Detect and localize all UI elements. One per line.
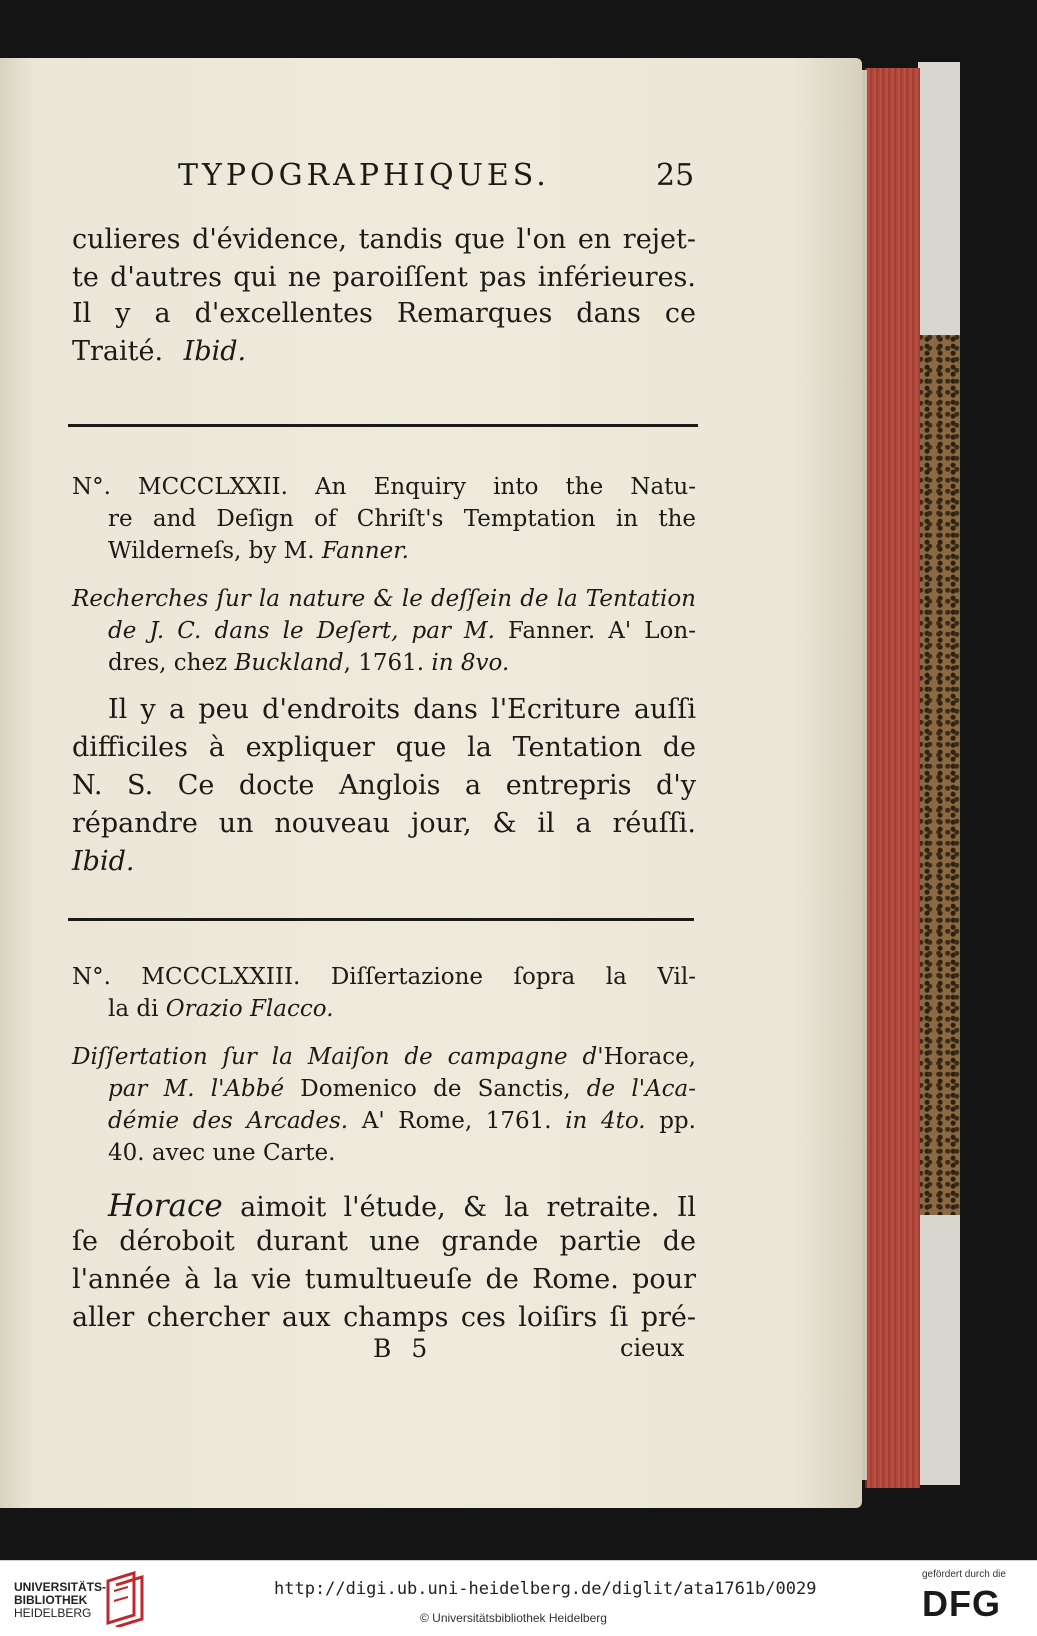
text-line: difficiles à expliquer que la Tentation de bbox=[72, 732, 696, 763]
text-line: aller chercher aux champs ces loiſirs ſi pré- bbox=[72, 1302, 696, 1333]
marbled-cover-board bbox=[918, 335, 960, 1215]
text-line bbox=[108, 1076, 696, 1102]
text-line: Il y a d'excellentes Remarques dans ce bbox=[72, 298, 696, 329]
cover-board-top bbox=[918, 62, 960, 337]
text-line: Recherches ſur la nature & le deſſein de la Tentation bbox=[72, 586, 696, 612]
text-span: Wilderneſs, by M. bbox=[108, 538, 315, 564]
library-name-line: UNIVERSITÄTS- bbox=[14, 1580, 107, 1594]
text-line: l'année à la vie tumultueuſe de Rome. pour bbox=[72, 1264, 696, 1295]
publisher-name: Buckland bbox=[234, 650, 344, 676]
permalink-url[interactable]: http://digi.ub.uni-heidelberg.de/diglit/ata1761b/0029 bbox=[274, 1579, 817, 1599]
text-line: ſe déroboit durant une grande partie de bbox=[72, 1226, 696, 1257]
copyright-notice: © Universitätsbibliothek Heidelberg bbox=[420, 1611, 607, 1625]
cover-board-bottom bbox=[918, 1215, 960, 1485]
text-span: Fanner. A' Lon- bbox=[494, 618, 696, 644]
text-line bbox=[108, 650, 732, 676]
catchword: cieux bbox=[620, 1334, 685, 1362]
ibid-reference: Ibid. bbox=[183, 336, 247, 367]
text-span: A' Rome, 1761. bbox=[348, 1108, 566, 1134]
text-span: Domenico de Sanctis, bbox=[300, 1076, 587, 1102]
entry-number: N°. MCCCLXXII. bbox=[72, 474, 288, 500]
text-line: 40. avec une Carte. bbox=[108, 1140, 336, 1166]
library-name-line: BIBLIOTHEK bbox=[14, 1593, 88, 1607]
text-line bbox=[108, 538, 732, 564]
text-span: la di bbox=[108, 996, 166, 1022]
library-logo-icon bbox=[104, 1571, 146, 1627]
author-name: Fanner. bbox=[321, 538, 409, 564]
text-span: Horace bbox=[108, 1188, 223, 1224]
page-number: 25 bbox=[656, 158, 695, 193]
text-line bbox=[72, 336, 696, 367]
text-line: te d'autres qui ne paroiſſent pas inférieures. bbox=[72, 262, 696, 293]
signature-mark: B 5 bbox=[373, 1334, 434, 1363]
ibid-reference: Ibid. bbox=[72, 846, 135, 877]
text-span: de J. C. dans le Deſert, par M. bbox=[108, 618, 495, 644]
text-line: Il y a peu d'endroits dans l'Ecriture auſſi bbox=[108, 694, 696, 725]
text-span: An Enquiry into the Natu- bbox=[315, 474, 696, 500]
format-label: in 4to. bbox=[565, 1108, 646, 1134]
text-line bbox=[108, 1188, 696, 1224]
entry-heading-line bbox=[72, 964, 696, 990]
text-line: répandre un nouveau jour, & il a réuſſi. bbox=[72, 808, 696, 839]
text-line bbox=[72, 1044, 696, 1070]
funder-caption: gefördert durch die bbox=[922, 1569, 1006, 1580]
text-span: démie des Arcades. bbox=[108, 1108, 349, 1134]
entry-heading-line bbox=[72, 474, 696, 500]
text-line bbox=[108, 618, 696, 644]
text-span: Diſſertation ſur la Maiſon de campagne d' bbox=[72, 1044, 604, 1070]
text-span: Diſſertazione ſopra la Vil- bbox=[330, 964, 697, 990]
library-name-line: HEIDELBERG bbox=[14, 1606, 92, 1620]
section-rule bbox=[68, 918, 694, 921]
viewer-footer bbox=[0, 1560, 1037, 1636]
text-span: Horace, bbox=[603, 1044, 696, 1070]
text-line: N. S. Ce docte Anglois a entrepris d'y bbox=[72, 770, 696, 801]
text-span: aimoit l'étude, & la retraite. Il bbox=[222, 1192, 696, 1223]
text-line: culieres d'évidence, tandis que l'on en rejet- bbox=[72, 224, 696, 255]
text-span: Orazio Flacco. bbox=[165, 996, 334, 1022]
text-span: pp. bbox=[645, 1108, 696, 1134]
section-rule bbox=[68, 424, 698, 427]
text-span: Traité. bbox=[72, 336, 164, 367]
dfg-logo: DFG bbox=[922, 1583, 1001, 1624]
text-span: , 1761. bbox=[343, 650, 432, 676]
format-label: in 8vo. bbox=[431, 650, 510, 676]
text-span: par M. l'Abbé bbox=[108, 1076, 301, 1102]
running-head: TYPOGRAPHIQUES. bbox=[178, 158, 550, 193]
text-span: dres, chez bbox=[108, 650, 235, 676]
text-line bbox=[108, 1108, 696, 1134]
entry-number: N°. MCCCLXXIII. bbox=[72, 964, 301, 990]
text-line bbox=[108, 996, 732, 1022]
library-logo-text bbox=[14, 1581, 106, 1620]
text-line: re and Deſign of Chriſt's Temptation in the bbox=[108, 506, 696, 532]
text-span: de l'Aca- bbox=[586, 1076, 696, 1102]
red-page-edges bbox=[865, 68, 920, 1488]
